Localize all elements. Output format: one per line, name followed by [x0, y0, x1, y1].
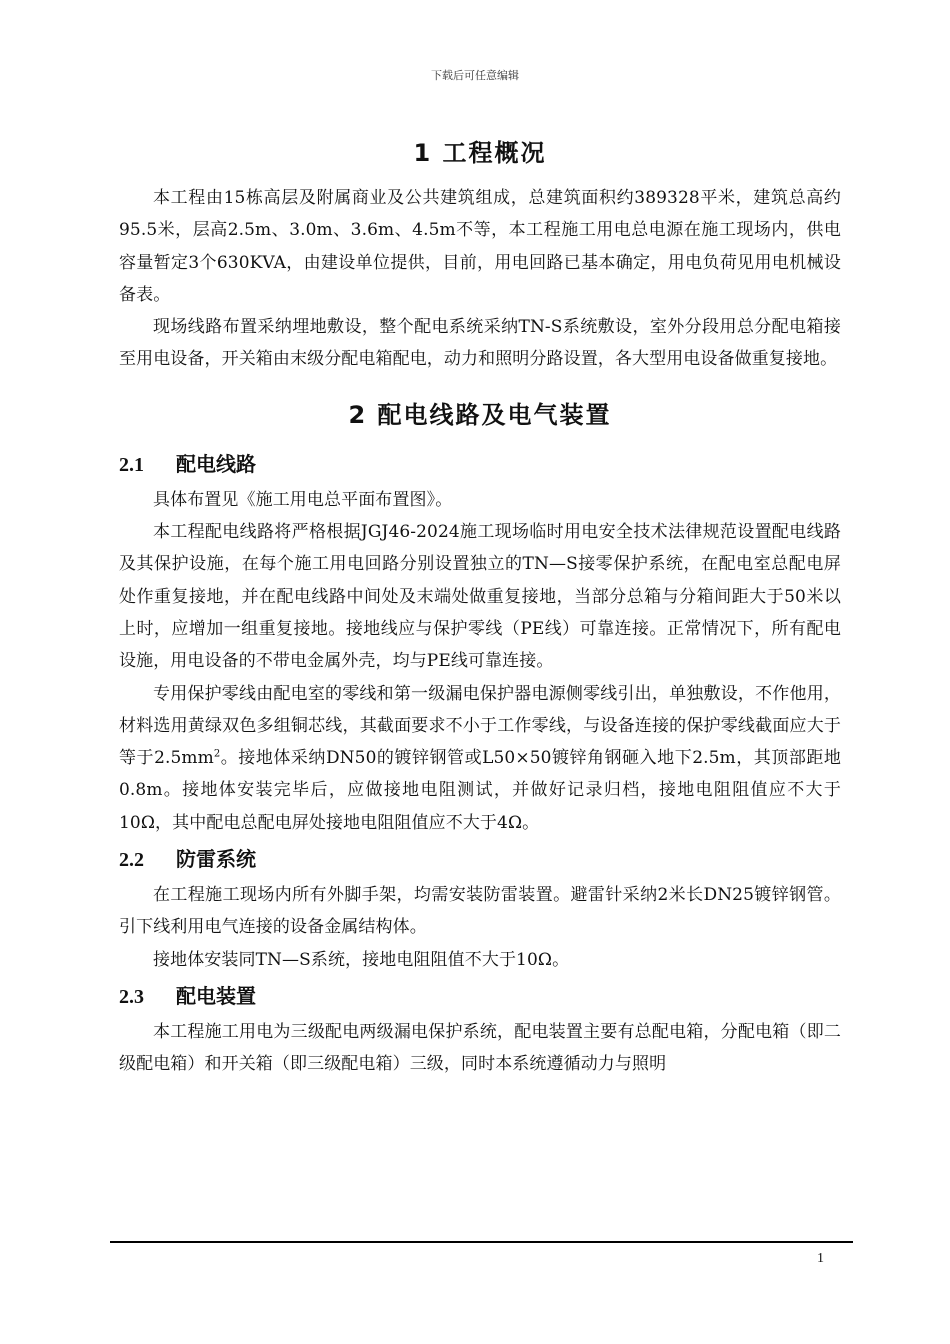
subsection-title: 配电装置 [176, 983, 256, 1008]
paragraph: 具体布置见《施工用电总平面布置图》。 [153, 489, 453, 510]
paragraph: 本工程配电线路将严格根据JGJ46-2024施工现场临时用电安全技术法律规范设置配电线路及其保护设施，在每个施工用电回路分别设置独立的TN—S接零保护系统，在配电室总配电屏处作重复接地，并在配电线路中间处及末端处做重复接地，当部分总箱与分箱间距大于50米以上时，应增加一组重复接地。接地线应与保护零线（PE线）可靠连接。正常情况下，所有配电设施，用电设备的不带电金属外壳，均与PE线可靠连接。 [119, 522, 841, 672]
subsection-number: 2.2 [119, 849, 144, 872]
subsection-number: 2.1 [119, 453, 144, 476]
section-2-title: 2 配电线路及电气装置 [348, 400, 612, 429]
text-run: 专用保护零线由配电室的零线和第一级漏电保护器电源侧零线引出，单独敷设，不作他用，材料选用黄绿双色多组铜芯线，其截面要求不小于工作零线，与设备连接的保护零线截面应大于等于2.5mm [119, 683, 841, 769]
subsection-number: 2.3 [119, 985, 144, 1008]
superscript: 2 [213, 748, 221, 760]
header-note: 下载后可任意编辑 [431, 69, 519, 82]
footer-rule [110, 1241, 853, 1243]
paragraph: 接地体安装同TN—S系统，接地电阻阻值不大于10Ω。 [153, 949, 570, 970]
subsection-2-3-heading [119, 976, 841, 1016]
paragraph: 在工程施工现场内所有外脚手架，均需安装防雷装置。避雷针采纳2米长DN25镀锌钢管。引下线利用电气连接的设备金属结构体。 [119, 885, 841, 938]
paragraph: 本工程施工用电为三级配电两级漏电保护系统，配电装置主要有总配电箱，分配电箱（即二级配电箱）和开关箱（即三级配电箱）三级，同时本系统遵循动力与照明 [119, 1021, 841, 1075]
subsection-title: 防雷系统 [176, 847, 256, 872]
subsection-title: 配电线路 [176, 451, 256, 476]
subsection-2-2-heading [119, 839, 841, 879]
paragraph: 现场线路布置采纳埋地敷设，整个配电系统采纳TN-S系统敷设，室外分段用总分配电箱接至用电设备，开关箱由末级分配电箱配电，动力和照明分路设置，各大型用电设备做重复接地。 [119, 317, 841, 370]
section-1-title: 1 工程概况 [413, 139, 547, 167]
subsection-2-1-heading [119, 444, 841, 484]
paragraph: 本工程由15栋高层及附属商业及公共建筑组成，总建筑面积约389328平米，建筑总高约95.5米，层高2.5m、3.0m、3.6m、4.5m不等，本工程施工用电总电源在施工现场内，供电容量暂定3个630KVA，由建设单位提供，目前，用电回路已基本确定，用电负荷见用电机械设备表。 [119, 188, 841, 305]
document-body [119, 130, 841, 1081]
paragraph [119, 678, 841, 839]
page-number: 1 [817, 1251, 824, 1266]
text-run: 。接地体采纳DN50的镀锌钢管或L50×50镀锌角钢砸入地下2.5m，其顶部距地0.8m。接地体安装完毕后，应做接地电阻测试，并做好记录归档，接地电阻阻值应不大于10Ω，其中配电总配电屏处接地电阻阻值应不大于4Ω。 [119, 748, 841, 833]
